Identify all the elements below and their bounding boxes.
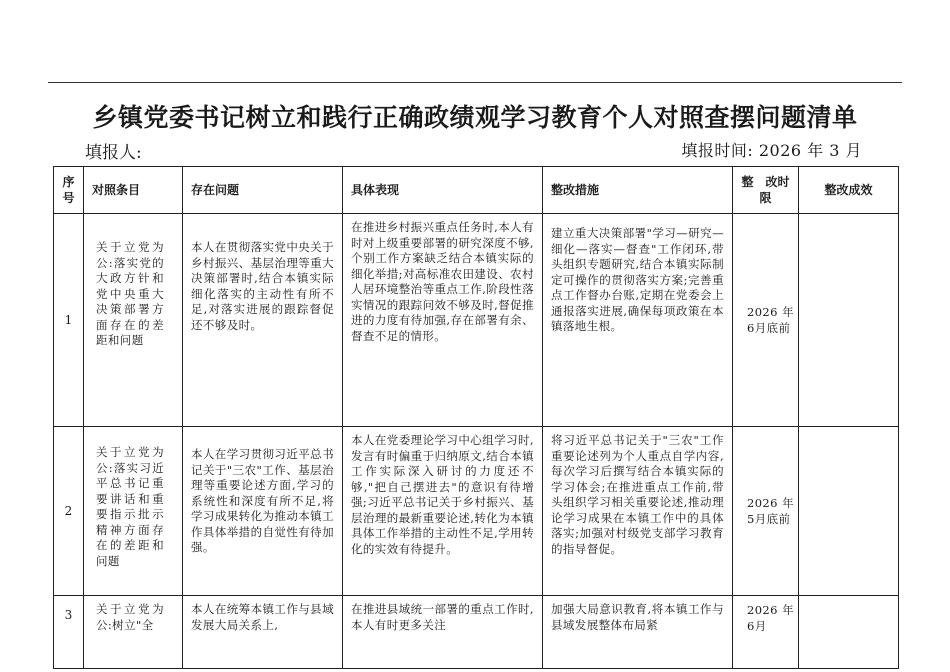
row-problem: 本人在学习贯彻习近平总书记关于"三农"工作、基层治理等重要论述方面,学习的系统性和深度有所不足,将学习成果转化为推动本镇工作具体举措的自觉性有待加强。 — [183, 427, 343, 596]
table-row — [54, 427, 899, 596]
table-row — [54, 596, 899, 669]
row-index: 1 — [54, 214, 84, 427]
header-deadline: 整 改时限 — [733, 167, 799, 214]
header-row — [54, 167, 899, 214]
row-detail: 在推进乡村振兴重点任务时,本人有时对上级重要部署的研究深度不够,个别工作方案缺乏结合本镇实际的细化举措;对高标准农田建设、农村人居环境整治等重点工作,阶段性落实情况的跟踪问效不够及时,督促推进的力度有待加强,存在部署有余、督查不足的情形。 — [343, 214, 543, 427]
row-problem: 本人在统筹本镇工作与县域发展大局关系上, — [183, 596, 343, 669]
row-deadline: 2026年6月 — [733, 596, 799, 669]
row-measure: 建立重大决策部署"学习—研究—细化—落实—督查"工作闭环,带头组织专题研究,结合本镇实际制定可操作的贯彻落实方案;完善重点工作督办台账,定期在党委会上通报落实进展,确保每项政策在本镇落地生根。 — [543, 214, 733, 427]
report-date: 填报时间: 2026 年 3 月 — [681, 141, 862, 160]
checklist-table — [53, 166, 899, 669]
header-detail: 具体表现 — [343, 167, 543, 214]
row-detail: 在推进县域统一部署的重点工作时,本人有时更多关注 — [343, 596, 543, 669]
row-measure: 将习近平总书记关于"三农"工作重要论述列为个人重点自学内容,每次学习后撰写结合本镇实际的学习体会;在推进重点工作前,带头组织学习相关重要论述,推动理论学习成果在本镇工作中的具体落实;加强对村级党支部学习教育的指导督促。 — [543, 427, 733, 596]
row-deadline: 2026年6月底前 — [733, 214, 799, 427]
header-measure: 整改措施 — [543, 167, 733, 214]
top-rule — [48, 82, 902, 83]
header-item: 对照条目 — [84, 167, 183, 214]
header-index: 序号 — [54, 167, 84, 214]
row-measure: 加强大局意识教育,将本镇工作与县域发展整体布局紧 — [543, 596, 733, 669]
row-result — [799, 214, 899, 427]
row-item: 关于立党为公:落实习近平总书记重要讲话和重要指示批示精神方面存在的差距和问题 — [84, 427, 183, 596]
row-item: 关于立党为公:落实党的大政方针和党中央重大决策部署方面存在的差距和问题 — [84, 214, 183, 427]
row-problem: 本人在贯彻落实党中央关于乡村振兴、基层治理等重大决策部署时,结合本镇实际细化落实的主动性有所不足,对落实进展的跟踪督促还不够及时。 — [183, 214, 343, 427]
row-detail: 本人在党委理论学习中心组学习时,发言有时偏重于归纳原文,结合本镇工作实际深入研讨的力度还不够,"把自己摆进去"的意识有待增强;习近平总书记关于乡村振兴、基层治理的最新重要论述,转化为本镇具体工作举措的主动性不足,学用转化的实效有待提升。 — [343, 427, 543, 596]
row-item: 关于立党为公:树立"全 — [84, 596, 183, 669]
row-index: 2 — [54, 427, 84, 596]
header-problem: 存在问题 — [183, 167, 343, 214]
row-deadline: 2026年5月底前 — [733, 427, 799, 596]
header-result: 整改成效 — [799, 167, 899, 214]
document-title: 乡镇党委书记树立和践行正确政绩观学习教育个人对照查摆问题清单 — [92, 103, 858, 132]
row-index: 3 — [54, 596, 84, 669]
row-result — [799, 596, 899, 669]
filler-label: 填报人: — [85, 143, 142, 163]
table-row — [54, 214, 899, 427]
row-result — [799, 427, 899, 596]
